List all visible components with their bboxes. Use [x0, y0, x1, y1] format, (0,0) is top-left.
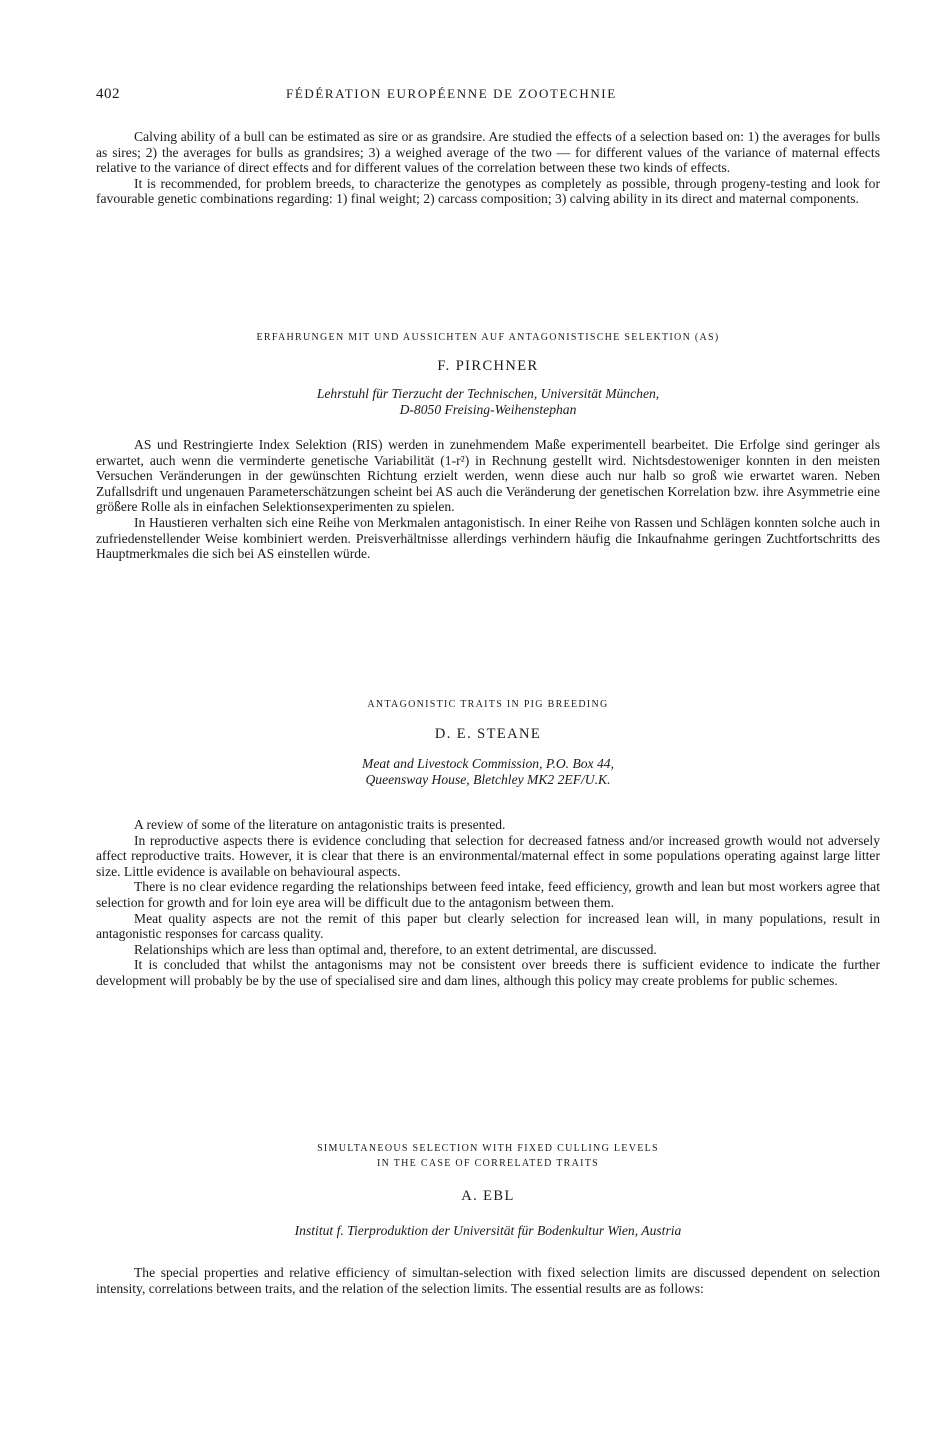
affiliation-line: Queensway House, Bletchley MK2 2EF/U.K. — [365, 772, 611, 787]
article-ebl-abstract — [96, 1265, 880, 1296]
article-steane — [96, 697, 880, 712]
article-steane-abstract — [96, 817, 880, 989]
affiliation-line: D-8050 Freising-Weihenstephan — [399, 402, 577, 417]
intro-paragraph: Calving ability of a bull can be estimated as sire or as grandsire. Are studied the effects of a selection based on: 1) the averages for bulls as sires; 2) the averages for bulls as grandsires; 3) a weighed average of the two — for different values of the variance of maternal effects relative to the variance of direct effects and for different values of the correlation between these two kinds of effects. — [96, 129, 880, 176]
article-title: ERFAHRUNGEN MIT UND AUSSICHTEN AUF ANTAGONISTISCHE SELEKTION (AS) — [256, 332, 720, 343]
affiliation-line: Meat and Livestock Commission, P.O. Box 44, — [362, 756, 614, 771]
abstract-paragraph: A review of some of the literature on antagonistic traits is presented. — [134, 817, 506, 832]
intro-section — [96, 129, 880, 207]
abstract-paragraph: Meat quality aspects are not the remit of this paper but clearly selection for increased lean will, in many populations, result in antagonistic responses for carcass quality. — [96, 910, 880, 942]
article-author: A. EBL — [461, 1188, 515, 1204]
article-pirchner-author-block — [96, 357, 880, 375]
article-author: D. E. STEANE — [434, 726, 542, 742]
article-title: ANTAGONISTIC TRAITS IN PIG BREEDING — [367, 699, 609, 710]
page-header — [96, 86, 896, 108]
article-pirchner-abstract — [96, 437, 880, 562]
article-pirchner-affiliation — [96, 386, 880, 418]
running-head: FÉDÉRATION EUROPÉENNE DE ZOOTECHNIE — [286, 86, 617, 101]
affiliation-line: Institut f. Tierproduktion der Universität für Bodenkultur Wien, Austria — [294, 1223, 682, 1238]
abstract-paragraph: AS und Restringierte Index Selektion (RIS) werden in zunehmendem Maße experimentell bearbeitet. Die Erfolge sind geringer als erwartet, auch wenn die verminderte genetische Variabilität (1-r²) in Rechnung gestellt wird. Nichtsdestoweniger konnten in den meisten Versuchen Veränderungen in der gewünschten Richtung erzielt werden, wenn diese auch nur halb so groß wie erwartet waren. Neben Zufallsdrift und ungenauen Parameterschätzungen scheint bei AS auch die Veränderung der genetischen Korrelation bzw. ihre Asymmetrie eine größere Rolle als in einfachen Selektionsexperimenten zu spielen. — [96, 437, 880, 515]
article-title-line: IN THE CASE OF CORRELATED TRAITS — [376, 1158, 600, 1169]
abstract-paragraph: It is concluded that whilst the antagonisms may not be consistent over breeds there is sufficient evidence to indicate the further development will probably be by the use of specialised sire and dam lines, although this policy may create problems for public schemes. — [96, 957, 880, 988]
article-ebl-affiliation — [96, 1223, 880, 1239]
intro-paragraph: It is recommended, for problem breeds, to characterize the genotypes as completely as possible, through progeny-testing and look for favourable genetic combinations regarding: 1) final weight; 2) carcass composition; 3) calving ability in its direct and maternal components. — [96, 175, 880, 207]
abstract-paragraph: In Haustieren verhalten sich eine Reihe von Merkmalen antagonistisch. In einer Reihe von Rassen und Schlägen konnten solche auch in zufriedenstellender Weise kombiniert werden. Preisverhältnisse allerdings verhindern häufig die Inkaufnahme geringen Zuchtfortschritts des Hauptmerkmales die sich bei AS einstellen würde. — [96, 514, 880, 562]
abstract-paragraph: In reproductive aspects there is evidence concluding that selection for decreased fatness and/or increased growth would not adversely affect reproductive traits. However, it is clear that there is an environmental/maternal effect in some populations operating against large litter size. Little evidence is available on behavioural aspects. — [96, 832, 880, 879]
article-ebl-author-block — [96, 1187, 880, 1205]
article-pirchner — [96, 330, 880, 345]
abstract-paragraph: The special properties and relative efficiency of simultan-selection with fixed selection limits are discussed dependent on selection intensity, correlations between traits, and the relation of the selection limits. The essential results are as follows: — [96, 1265, 880, 1296]
article-steane-author-block — [96, 725, 880, 743]
abstract-paragraph: There is no clear evidence regarding the relationships between feed intake, feed efficiency, growth and lean but most workers agree that selection for growth and for loin eye area will be difficult due to the antagonism between them. — [96, 879, 880, 910]
article-steane-affiliation — [96, 756, 880, 788]
page-number: 402 — [96, 86, 120, 102]
abstract-paragraph: Relationships which are less than optimal and, therefore, to an extent detrimental, are discussed. — [134, 941, 657, 957]
affiliation-line: Lehrstuhl für Tierzucht der Technischen, Universität München, — [316, 386, 660, 401]
article-ebl — [96, 1141, 880, 1171]
article-title-line: SIMULTANEOUS SELECTION WITH FIXED CULLING LEVELS — [317, 1143, 659, 1154]
article-author: F. PIRCHNER — [437, 358, 539, 374]
